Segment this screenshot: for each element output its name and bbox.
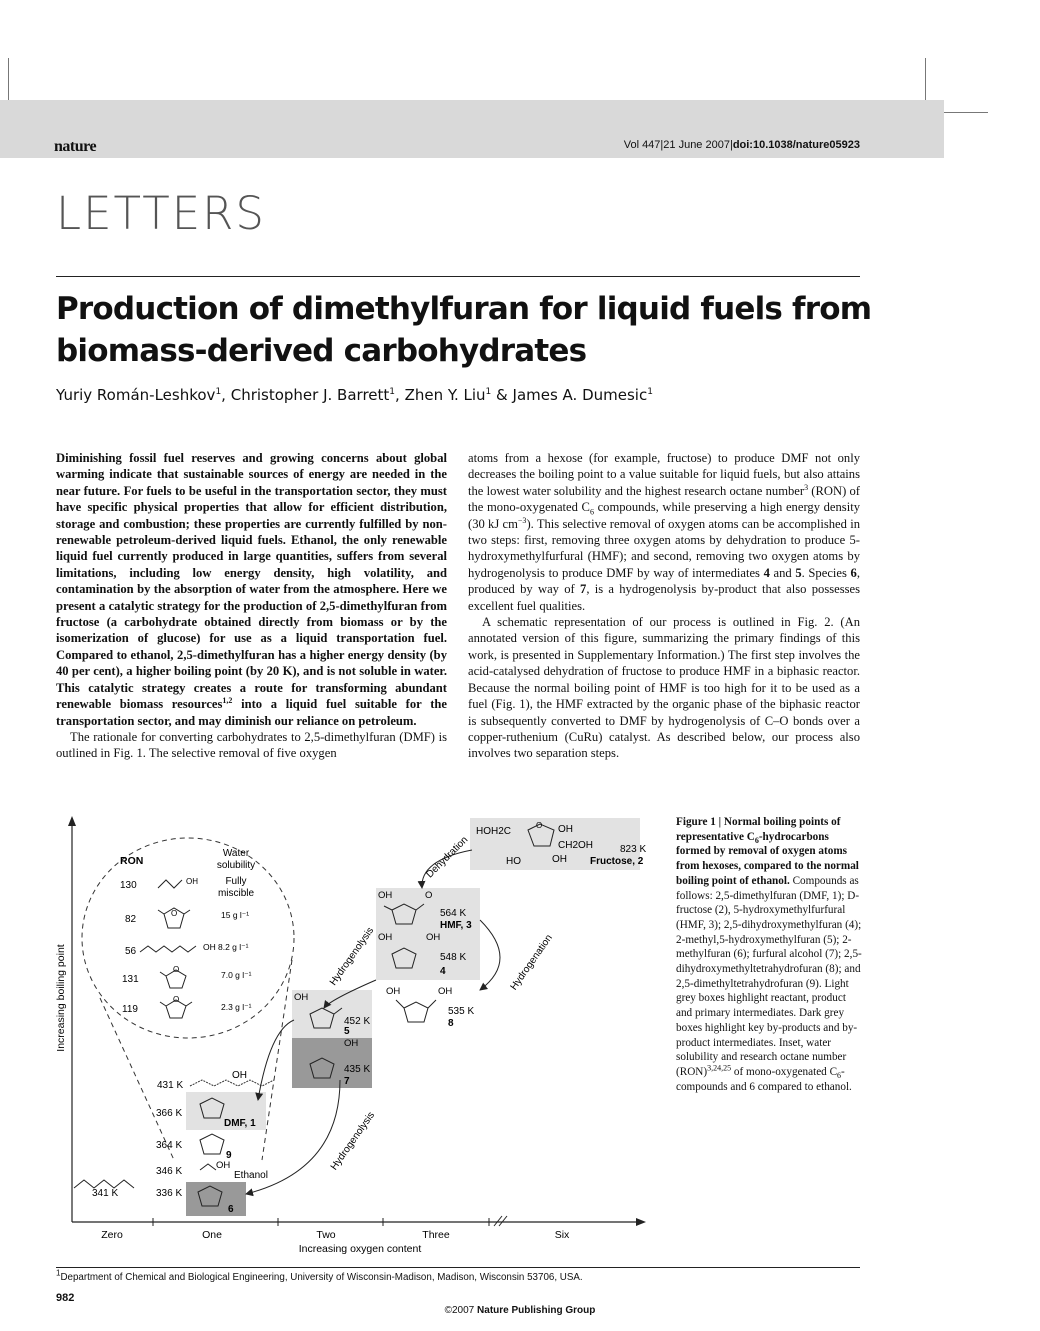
oh-label: OH <box>186 877 198 886</box>
o-label: O <box>173 995 180 1004</box>
text-column-left <box>56 450 447 762</box>
compound-label: Fructose, 2 <box>590 856 644 867</box>
inset-solubility: Fully <box>225 876 247 887</box>
issue-date: 21 June 2007 <box>663 139 730 151</box>
x-tick-label: Six <box>554 1229 570 1241</box>
oh-label: OH <box>426 932 441 943</box>
o-label: O <box>536 821 543 830</box>
inset-solubility: 7.0 g l⁻¹ <box>221 970 252 980</box>
arrow-label: Hydrogenolysis <box>328 1110 378 1173</box>
inset-solubility: 15 g l⁻¹ <box>221 910 250 920</box>
inset-header-water: Water <box>222 848 250 859</box>
boiling-point: 336 K <box>156 1188 183 1199</box>
figure-1 <box>40 810 670 1260</box>
subscript: 6 <box>589 507 594 517</box>
affiliation-mark: 1 <box>647 387 653 397</box>
o-label: O <box>171 909 178 918</box>
inset-solubility: 2.3 g l⁻¹ <box>221 1002 252 1012</box>
inset-header-water: solubility <box>216 860 256 871</box>
paragraph: The rationale for converting carbohydrates to 2,5-dimethylfuran (DMF) is outlined in Fig. 1. The selective removal of five oxygen <box>56 729 447 761</box>
oh-label: OH <box>294 992 309 1003</box>
paragraph <box>468 450 860 614</box>
inset-ron: 82 <box>125 914 137 925</box>
text: ©2007 <box>444 1305 475 1316</box>
separator: & <box>491 386 513 404</box>
compound-number: 6 <box>850 565 857 580</box>
text: atoms from a hexose (for example, fructose) to produce DMF not only decreases the boiling point to a value suitable for liquid fuels, but also attains the lowest water solubility and the highest research octane number <box>468 451 860 498</box>
boiling-point: 364 K <box>156 1140 183 1151</box>
subscript: 6 <box>837 1071 842 1081</box>
boiling-point: 548 K <box>440 952 467 963</box>
affiliation-mark: 1 <box>215 387 222 397</box>
text: ). This selective removal of oxygen atoms can be accomplished in two steps: first, removing three oxygen atoms by dehydration to produce 5-hydroxymethylfurfural (HMF); and second, removing two oxygen atoms by hydrogenolysis to produce DMF by way of intermediates <box>468 516 860 580</box>
separator: , <box>221 386 231 404</box>
inset-ron: 131 <box>122 974 139 985</box>
arrow-label: Hydrogenation <box>508 932 555 993</box>
article-title: Production of dimethylfuran for liquid fuels from biomass-derived carbohydrates <box>56 291 872 369</box>
compound-label: 8 <box>448 1018 454 1029</box>
compound-label: 9 <box>226 1150 232 1161</box>
x-tick-label: Zero <box>101 1229 123 1241</box>
chem-label: CH2OH <box>558 840 594 851</box>
compound-label: 6 <box>228 1204 234 1215</box>
text: compounds, while preserving a high energy density (30 kJ cm <box>468 500 860 531</box>
oh-label: OH <box>344 1038 359 1049</box>
text: , produced by way of <box>468 565 860 597</box>
author[interactable]: Christopher J. Barrett <box>230 386 390 404</box>
x-tick-label: Two <box>316 1229 336 1241</box>
crop-mark <box>8 58 9 100</box>
affiliation-mark: 1 <box>485 387 492 397</box>
arrow-label: Hydrogenolysis <box>327 925 377 988</box>
text: . Species <box>801 565 851 580</box>
boiling-point: 535 K <box>448 1006 475 1017</box>
text-column-right <box>468 450 860 762</box>
text: and <box>769 565 796 580</box>
compound-number: 7 <box>580 582 587 597</box>
c9-molecule-icon <box>200 1134 224 1154</box>
oh-label: OH <box>378 890 393 901</box>
text: -compounds and 6 compared to ethanol. <box>676 1065 852 1093</box>
text: -hydrocarbons formed by removal of oxygen atoms from hexoses, compared to the normal boiling point of ethanol. <box>676 830 859 887</box>
inset-ron: 119 <box>122 1004 138 1015</box>
divider <box>56 1267 860 1268</box>
hexanol-molecule-icon <box>140 946 196 952</box>
boiling-point: 564 K <box>440 908 467 919</box>
boiling-point: 452 K <box>344 1016 371 1027</box>
compound-label: DMF, 1 <box>224 1118 256 1129</box>
separator: , <box>395 386 405 404</box>
inset-connector <box>100 998 174 1160</box>
page-number: 982 <box>56 1292 75 1304</box>
crop-mark <box>944 112 988 113</box>
text: Department of Chemical and Biological Engineering, University of Wisconsin-Madison, Madison, Wisconsin 53706, USA. <box>60 1272 583 1283</box>
oh-label: OH <box>203 942 216 952</box>
text: of mono-oxygenated C <box>731 1065 838 1078</box>
text: , is a hydrogenolysis by-product that also possesses excellent fuel qualities. <box>468 582 860 613</box>
oh-label: OH <box>378 932 393 943</box>
compound-label: 7 <box>344 1076 350 1087</box>
affiliation <box>56 1268 583 1283</box>
caption-body: Compounds as follows: 2,5-dimethylfuran (DMF, 1); D-fructose (2), 5-hydroxymethylfurfural (HMF, 3); 2,5-dihydroxymethylfuran (4); 2-methyl,5-hydroxymethylfuran (5); 2-methylfuran (6); furfural alcohol (7); 2,5-dihydroxymethyltetrahydrofuran (8); and 2,5-dimethyltetrahydrofuran (9). Light grey boxes highlight reactant, product and primary intermediates. Dark grey boxes highlight key by-products and by-product intermediates. Inset, water solubility and research octane number (RON) <box>676 874 862 1078</box>
hydrogenation-arrow <box>480 920 500 990</box>
c6-box <box>186 1182 246 1216</box>
author[interactable]: Yuriy Román-Leshkov <box>56 386 216 404</box>
c8-molecule-icon <box>396 1000 436 1022</box>
copyright <box>0 1305 1040 1316</box>
x-axis-label: Increasing oxygen content <box>298 1243 422 1255</box>
inset-connector <box>262 960 292 1160</box>
boiling-point: 346 K <box>156 1166 183 1177</box>
inset-solubility: miscible <box>217 888 255 899</box>
journal-name: nature <box>54 138 97 155</box>
boiling-point: 341 K <box>92 1188 119 1199</box>
compound-label: Ethanol <box>234 1170 268 1181</box>
superscript: −3 <box>517 515 527 525</box>
author[interactable]: Zhen Y. Liu <box>404 386 486 404</box>
boiling-point: 431 K <box>157 1080 184 1091</box>
arrow-label: Dehydration <box>424 834 471 881</box>
oh-label: OH <box>386 986 401 997</box>
o-label: O <box>425 890 433 901</box>
oh-label: OH <box>552 854 567 865</box>
compound-label: 4 <box>440 966 446 977</box>
oh-label: OH <box>438 986 453 997</box>
volume-info: Vol 447|21 June 2007|doi:10.1038/nature05923 <box>623 139 860 151</box>
oh-label: OH <box>558 824 573 835</box>
y-axis-label: Increasing boiling point <box>55 944 67 1052</box>
doi[interactable]: doi:10.1038/nature05923 <box>732 139 860 151</box>
compound-number: 5 <box>795 565 802 580</box>
author-list <box>56 386 653 404</box>
x-tick-label: Three <box>422 1229 450 1241</box>
oh-label: OH <box>232 1070 247 1081</box>
hexane-molecule-icon <box>74 1180 134 1188</box>
abstract-text: into a liquid fuel suitable for the transportation sector, and may diminish our reliance on petroleum. <box>56 697 447 728</box>
boiling-point: 366 K <box>156 1108 183 1119</box>
text: (RON) of the mono-oxygenated C <box>468 483 860 515</box>
boiling-point: 435 K <box>344 1064 371 1075</box>
ethanol-molecule-icon <box>200 1164 216 1170</box>
section-label: LETTERS <box>56 187 266 240</box>
x-axis-arrow-icon <box>636 1218 646 1226</box>
o-label: O <box>173 965 180 974</box>
chem-label: HO <box>506 856 521 867</box>
affiliation-mark: 1 <box>56 1268 61 1278</box>
abstract-text: Diminishing fossil fuel reserves and growing concerns about global warming indicate that sustainable sources of energy are needed in the near future. For fuels to be useful in the transportation sector, they must have specific physical properties that allow for efficient distribution, storage and combustion; these properties are currently fulfilled by non-renewable petroleum-derived liquid fuels. Ethanol, the only renewable liquid fuel currently produced in large quantities, suffers from several limitations, including low energy density, high volatility, and contamination by the absorption of water from the atmosphere. Here we present a catalytic strategy for the production of 2,5-dimethylfuran from fructose (a carbohydrate obtained directly from biomass or by the isomerization of glucose) for use as a liquid transportation fuel. Compared to ethanol, 2,5-dimethylfuran has a higher energy density (by 40 per cent), a higher boiling point (by 20 K), and is not soluble in water. This catalytic strategy creates a route for transforming abundant renewable biomass resources <box>56 451 447 712</box>
affiliation-mark: 1 <box>389 387 396 397</box>
publisher: Nature Publishing Group <box>477 1305 596 1316</box>
compound-label: HMF, 3 <box>440 920 472 931</box>
reference[interactable]: 3,24,25 <box>707 1063 732 1073</box>
inset-solubility: 8.2 g l⁻¹ <box>218 942 249 952</box>
inset-circle <box>82 838 294 1038</box>
compound-label: 5 <box>344 1026 350 1037</box>
reference[interactable]: 3 <box>804 482 809 492</box>
inset-ron: 56 <box>125 946 137 957</box>
ethanol-molecule-icon <box>158 880 182 888</box>
divider <box>56 276 860 277</box>
oh-label: OH <box>216 1160 231 1171</box>
volume: Vol 447 <box>623 139 661 151</box>
figure-caption <box>676 815 862 1094</box>
compound-number: 4 <box>763 565 770 580</box>
abstract <box>56 450 447 729</box>
y-axis-arrow-icon <box>68 816 76 826</box>
inset-header-ron: RON <box>120 855 144 867</box>
chem-label: HOH2C <box>476 826 512 837</box>
boiling-point: 823 K <box>620 844 647 855</box>
text: Figure 1 | Normal boiling points of representative C <box>676 816 841 843</box>
x-tick-label: One <box>202 1229 222 1241</box>
crop-mark <box>925 58 926 100</box>
reference[interactable]: 1,2 <box>222 695 233 705</box>
author[interactable]: James A. Dumesic <box>512 386 648 404</box>
paragraph: A schematic representation of our process is outlined in Fig. 2. (An annotated version of this figure, summarizing the primary findings of this work, is presented in Supplementary Information.) The first step involves the acid-catalysed dehydration of fructose to produce HMF in a biphasic reactor. Because the normal boiling point of HMF is too high for it to be used as a fuel (Fig. 1), the HMF extracted by the organic phase of the biphasic reactor is subsequently converted to DMF by hydrogenolysis of C–O bonds over a copper-ruthenium (CuRu) catalyst. As described below, our process also involves two separation steps. <box>468 615 860 761</box>
dmf-arrow <box>258 1020 294 1100</box>
subscript: 6 <box>754 835 759 845</box>
inset-ron: 130 <box>120 880 137 891</box>
